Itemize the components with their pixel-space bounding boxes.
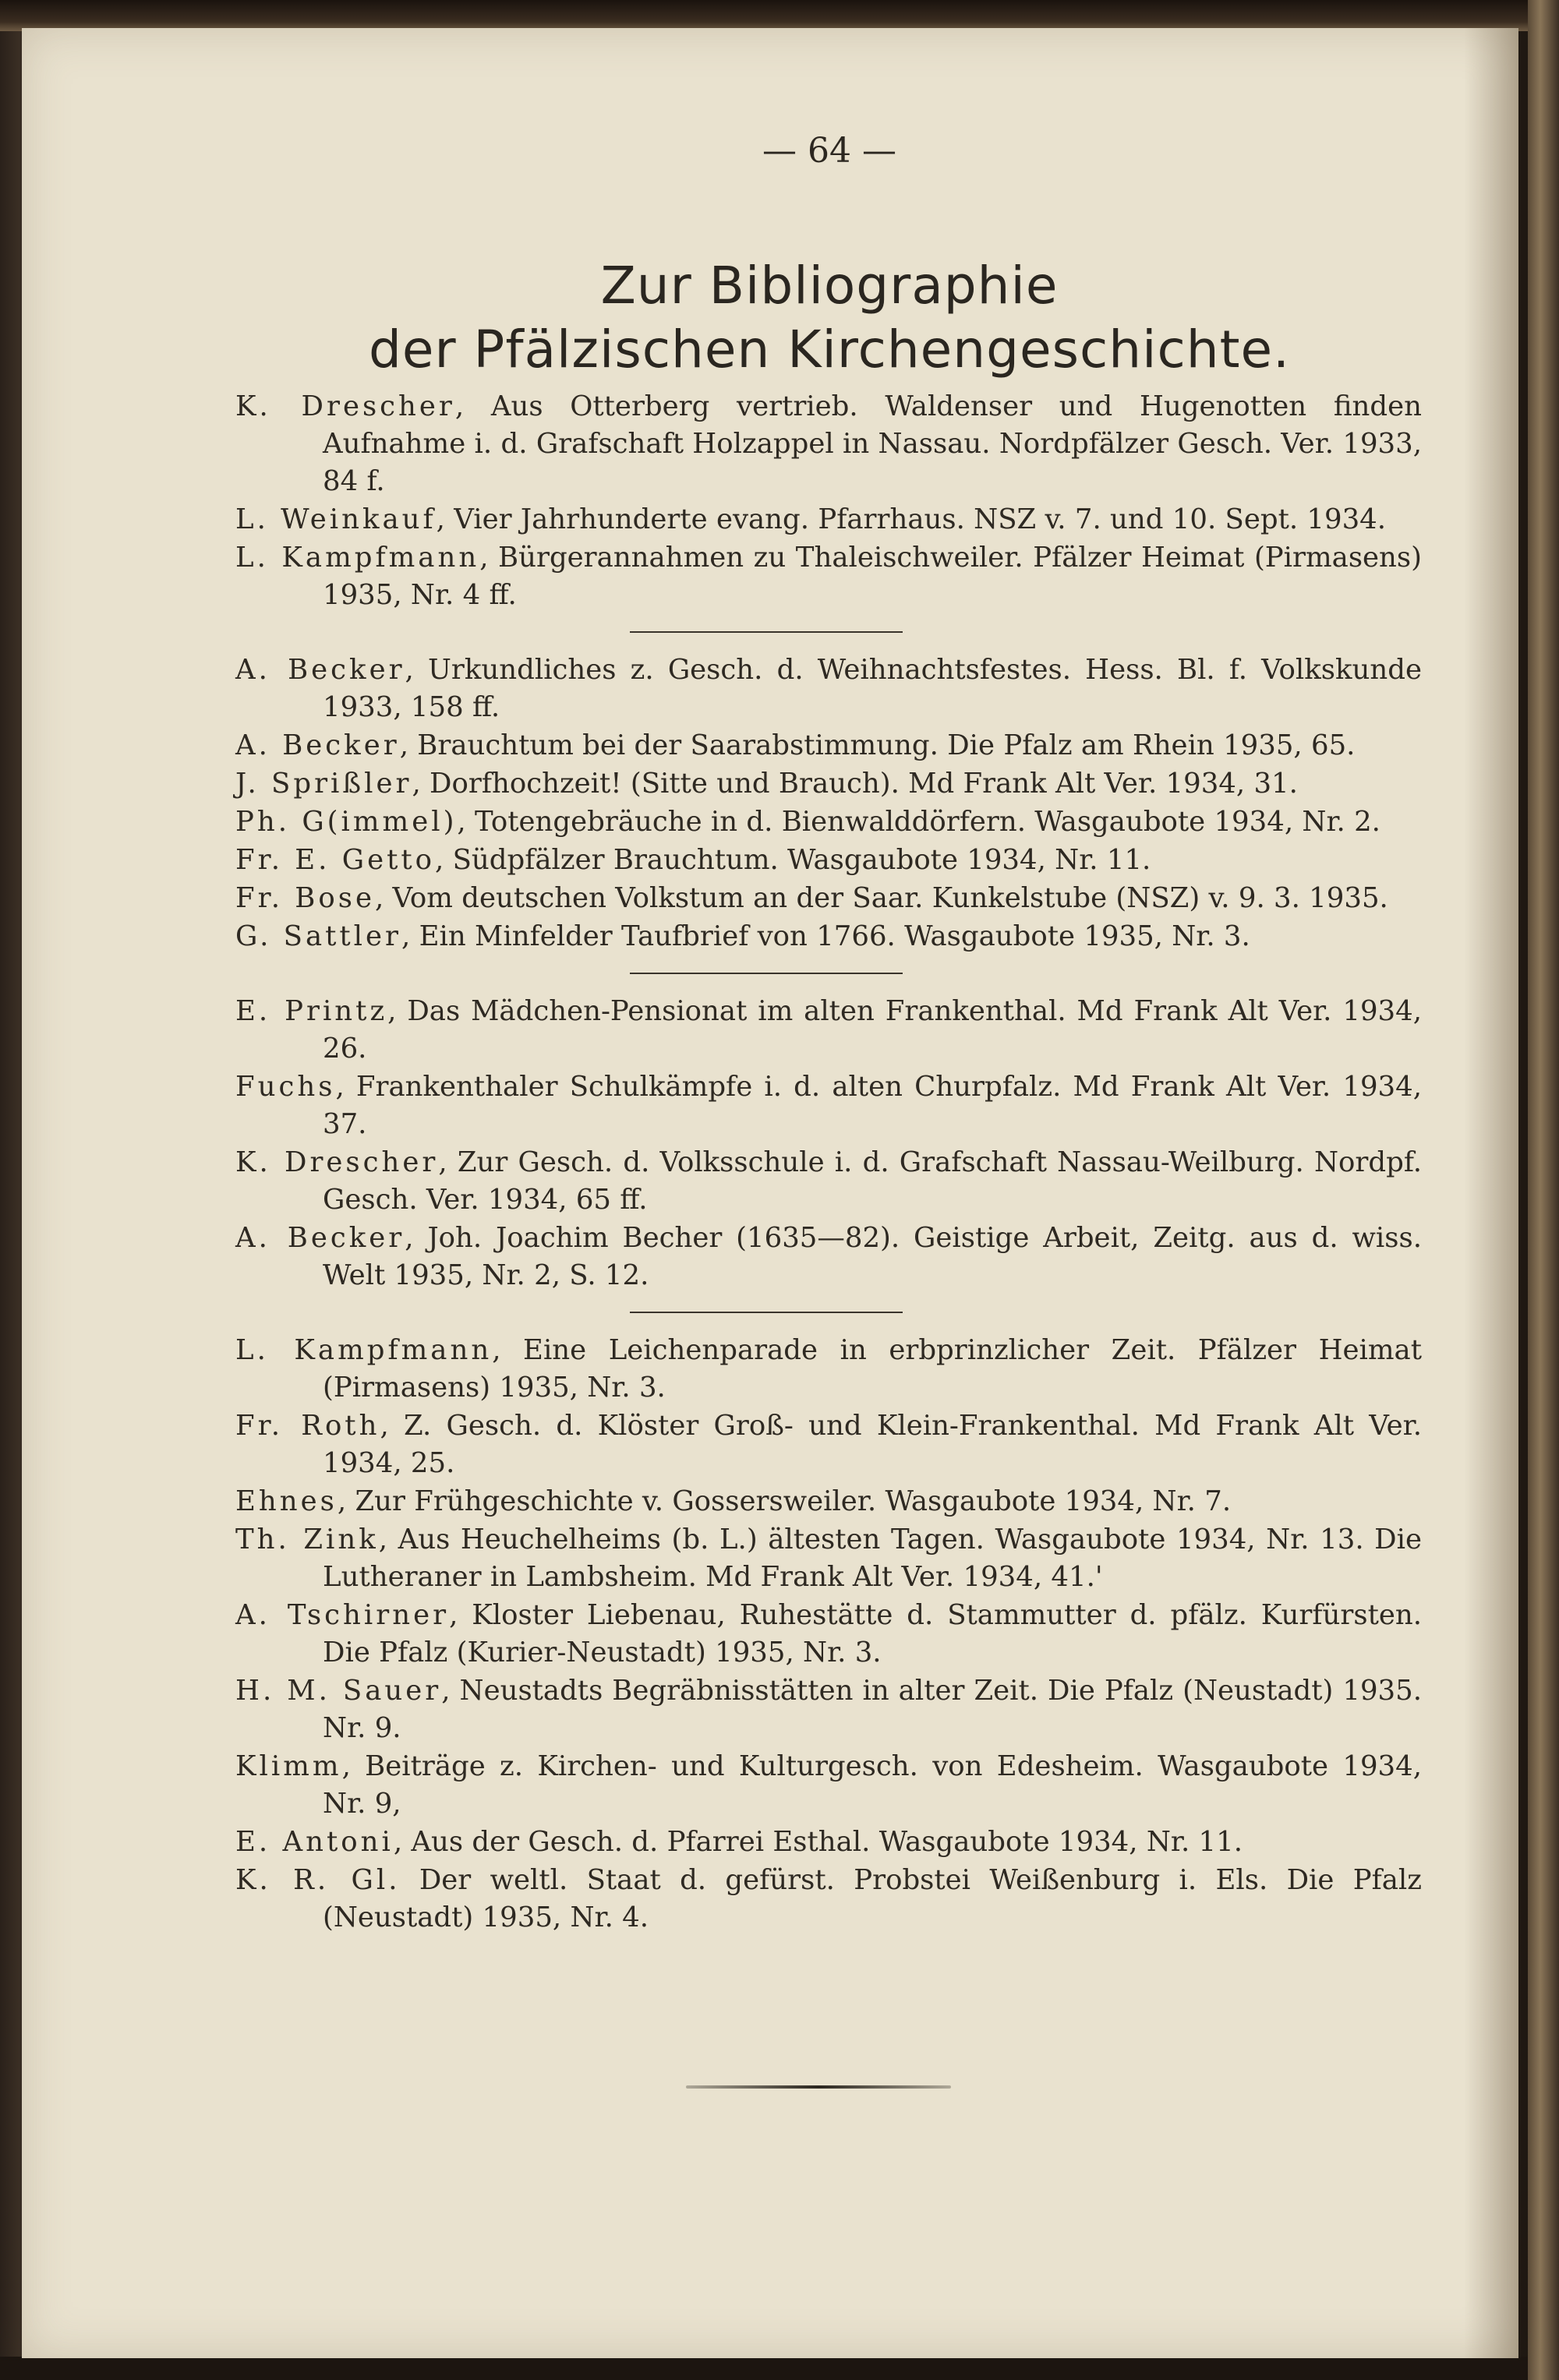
entry-text: , Joh. Joachim Becher (1635—82). Geistige Arbeit, Zeitg. aus d. wiss. Welt 1935, Nr. 2, S. 12. xyxy=(323,1222,1422,1291)
entry-author: A. Becker xyxy=(235,1222,405,1254)
entry-text: , Beiträge z. Kirchen- und Kulturgesch. von Edesheim. Wasgaubote 1934, Nr. 9, xyxy=(323,1750,1422,1820)
bibliography-entry xyxy=(235,1862,1422,1937)
entry-text: , Südpfälzer Brauchtum. Wasgaubote 1934, Nr. 11. xyxy=(435,844,1151,876)
entry-text: , Aus Heuchelheims (b. L.) ältesten Tagen. Wasgaubote 1934, Nr. 13. Die Lutheraner in Lambsheim. Md Frank Alt Ver. 1934, 41.' xyxy=(323,1524,1422,1593)
entry-author: Fr. E. Getto xyxy=(235,844,436,876)
end-ornament-rule xyxy=(686,2085,951,2089)
entry-text: , Aus Otterberg vertrieb. Waldenser und Hugenotten finden Aufnahme i. d. Grafschaft Holzappel in Nassau. Nordpfälzer Gesch. Ver. 1933, 84 f. xyxy=(323,390,1422,497)
bibliography-entry xyxy=(235,1824,1422,1861)
bibliography-entry xyxy=(235,765,1422,803)
entry-text: , Zur Frühgeschichte v. Gossersweiler. Wasgaubote 1934, Nr. 7. xyxy=(337,1485,1232,1517)
page-title-line-1: Zur Bibliographie xyxy=(600,256,1059,316)
bibliography-entry xyxy=(235,993,1422,1068)
bibliography-entry xyxy=(235,501,1422,539)
bibliography-entry xyxy=(235,1521,1422,1596)
bottom-edge xyxy=(0,2357,1559,2380)
bibliography-entry xyxy=(235,388,1422,500)
bibliography-entry xyxy=(235,880,1422,917)
entry-text: , Vom deutschen Volkstum an der Saar. Kunkelstube (NSZ) v. 9. 3. 1935. xyxy=(374,882,1388,914)
entry-author: K. Drescher xyxy=(235,1146,439,1178)
entry-author: H. M. Sauer xyxy=(235,1675,442,1707)
entry-author: A. Tschirner xyxy=(235,1599,450,1631)
entry-text: , Zur Gesch. d. Volksschule i. d. Grafschaft Nassau-Weilburg. Nordpf. Gesch. Ver. 1934, 65 ff. xyxy=(323,1146,1422,1216)
entry-author: Ph. G(immel) xyxy=(235,806,458,838)
entry-author: K. R. Gl. xyxy=(235,1864,401,1896)
bibliography-entry xyxy=(235,1332,1422,1407)
entry-text: , Aus der Gesch. d. Pfarrei Esthal. Wasgaubote 1934, Nr. 11. xyxy=(393,1826,1243,1858)
entry-text: , Eine Leichenparade in erbprinzlicher Zeit. Pfälzer Heimat (Pirmasens) 1935, Nr. 3. xyxy=(323,1334,1422,1404)
entry-text: , Bürgerannahmen zu Thaleischweiler. Pfälzer Heimat (Pirmasens) 1935, Nr. 4 ff. xyxy=(323,542,1422,611)
entry-author: Ehnes xyxy=(235,1485,338,1517)
page-title-line-2: der Pfälzischen Kirchengeschichte. xyxy=(368,320,1291,380)
section-divider xyxy=(630,973,903,974)
entry-text: , Frankenthaler Schulkämpfe i. d. alten Churpfalz. Md Frank Alt Ver. 1934, 37. xyxy=(323,1071,1422,1140)
entry-author: Th. Zink xyxy=(235,1524,379,1555)
entry-text: , Z. Gesch. d. Klöster Groß- und Klein-Frankenthal. Md Frank Alt Ver. 1934, 25. xyxy=(323,1410,1422,1479)
entry-author: J. Sprißler xyxy=(235,768,412,800)
bibliography-entry xyxy=(235,1672,1422,1747)
entry-author: A. Becker xyxy=(235,729,400,761)
bibliography-entry xyxy=(235,1220,1422,1294)
bibliography-entry xyxy=(235,1144,1422,1219)
bibliography-entry xyxy=(235,1748,1422,1823)
entry-text: , Brauchtum bei der Saarabstimmung. Die Pfalz am Rhein 1935, 65. xyxy=(399,729,1356,761)
bibliography-entry xyxy=(235,539,1422,614)
entry-author: Fr. Roth xyxy=(235,1410,380,1442)
entry-author: A. Becker xyxy=(235,654,405,686)
entry-text: , Das Mädchen-Pensionat im alten Frankenthal. Md Frank Alt Ver. 1934, 26. xyxy=(323,995,1422,1065)
entry-author: L. Weinkauf xyxy=(235,503,437,535)
bibliography-entry xyxy=(235,803,1422,841)
entry-author: Fr. Bose xyxy=(235,882,375,914)
entry-text: , Vier Jahrhunderte evang. Pfarrhaus. NSZ v. 7. und 10. Sept. 1934. xyxy=(436,503,1387,535)
top-edge xyxy=(0,0,1559,31)
entry-text: , Dorfhochzeit! (Sitte und Brauch). Md Frank Alt Ver. 1934, 31. xyxy=(412,768,1298,800)
bibliography-list xyxy=(235,388,1422,1937)
bibliography-entry xyxy=(235,1068,1422,1143)
bibliography-entry xyxy=(235,1407,1422,1482)
entry-author: Fuchs xyxy=(235,1071,336,1103)
entry-text: , Totengebräuche in d. Bienwalddörfern. Wasgaubote 1934, Nr. 2. xyxy=(457,806,1380,838)
bibliography-entry xyxy=(235,918,1422,955)
entry-text: , Ein Minfelder Taufbrief von 1766. Wasgaubote 1935, Nr. 3. xyxy=(401,920,1250,952)
entry-author: G. Sattler xyxy=(235,920,402,952)
entry-author: Klimm xyxy=(235,1750,342,1782)
entry-text: Der weltl. Staat d. gefürst. Probstei Weißenburg i. Els. Die Pfalz (Neustadt) 1935, Nr. 4. xyxy=(323,1864,1422,1933)
bibliography-entry xyxy=(235,1483,1422,1520)
page-number: — 64 — xyxy=(762,131,896,171)
bibliography-entry xyxy=(235,651,1422,726)
entry-author: E. Printz xyxy=(235,995,388,1027)
entry-text: , Neustadts Begräbnisstätten in alter Zeit. Die Pfalz (Neustadt) 1935. Nr. 9. xyxy=(323,1675,1423,1744)
bibliography-entry xyxy=(235,1597,1422,1672)
entry-author: L. Kampfmann xyxy=(235,542,480,574)
section-divider xyxy=(630,631,903,633)
entry-author: K. Drescher xyxy=(235,390,455,422)
section-divider xyxy=(630,1312,903,1313)
entry-author: L. Kampfmann xyxy=(235,1334,493,1366)
bibliography-entry xyxy=(235,727,1422,764)
entry-text: , Urkundliches z. Gesch. d. Weihnachtsfestes. Hess. Bl. f. Volkskunde 1933, 158 ff. xyxy=(323,654,1422,723)
entry-text: , Kloster Liebenau, Ruhestätte d. Stammutter d. pfälz. Kurfürsten. Die Pfalz (Kurier-Neustadt) 1935, Nr. 3. xyxy=(323,1599,1422,1668)
bibliography-entry xyxy=(235,842,1422,879)
entry-author: E. Antoni xyxy=(235,1826,394,1858)
